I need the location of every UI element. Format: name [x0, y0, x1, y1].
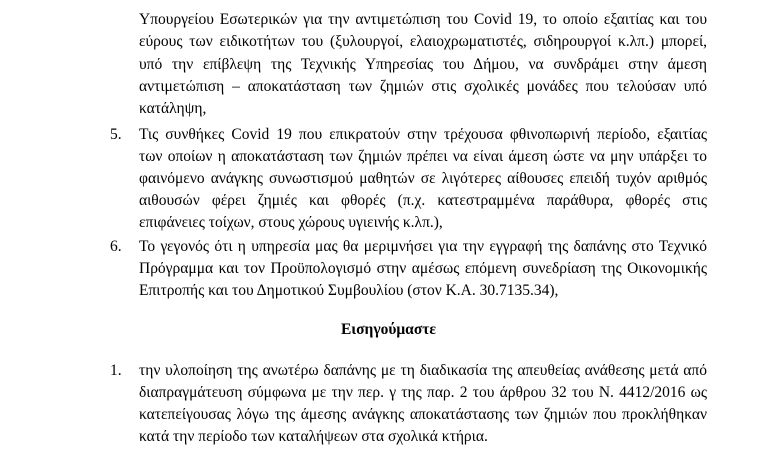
proposal1-line-4: κατά την περίοδο των καταλήψεων στα σχολικά κτήρια. — [139, 428, 488, 445]
list-number-6: 6. — [110, 238, 122, 255]
continued-line-2: εύρους των ειδικοτήτων του (ξυλουργοί, ελαιοχρωματιστές, σιδηρουργοί κ.λπ.) μπορεί, — [139, 33, 707, 50]
continued-line-5: κατάληψη, — [139, 100, 207, 117]
continued-line-3: υπό την επίβλεψη της Τεχνικής Υπηρεσίας του Δήμου, να συνδράμει στην άμεση — [139, 56, 707, 73]
item5-line-4: αιθουσών φέρει ζημιές και φθορές (π.χ. κατεστραμμένα παράθυρα, φθορές στις — [139, 192, 707, 209]
item5-line-1: Τις συνθήκες Covid 19 που επικρατούν στην τρέχουσα φθινοπωρινή περίοδο, εξαιτίας — [139, 126, 707, 143]
continued-line-4: αντιμετώπιση – αποκατάσταση των ζημιών στις σχολικές μονάδες που τελούσαν υπό — [139, 78, 707, 95]
proposal1-line-2: διαπραγμάτευση σύμφωνα με την περ. γ της παρ. 2 του άρθρου 32 του Ν. 4412/2016 ως — [139, 384, 707, 401]
item5-line-2: των οποίων η αποκατάσταση των ζημιών πρέπει να είναι άμεση ώστε να μην υπάρξει το — [139, 148, 707, 165]
list-number-5: 5. — [110, 126, 122, 143]
continued-line-1: Υπουργείου Εσωτερικών για την αντιμετώπιση του Covid 19, το οποίο εξαιτίας και του — [139, 11, 707, 28]
item5-line-3: φαινόμενο ανάγκης συνωστισμού μαθητών σε λιγότερες αίθουσες επειδή τυχόν αριθμός — [139, 170, 707, 187]
section-heading: Εισηγούμαστε — [340, 321, 437, 338]
item6-line-3: Επιτροπής και του Δημοτικού Συμβουλίου (στον Κ.Α. 30.7135.34), — [139, 282, 559, 299]
item5-line-5: επιφάνειες τοίχων, στους χώρους υγιεινής κ.λπ.), — [139, 214, 443, 231]
proposal-number-1: 1. — [110, 362, 122, 379]
item6-line-2: Πρόγραμμα και τον Προϋπολογισμό στην αμέσως επόμενη συνεδρίαση της Οικονομικής — [139, 260, 707, 277]
proposal1-line-3: κατεπείγουσας λόγω της άμεσης ανάγκης αποκατάστασης των ζημιών που προκλήθηκαν — [139, 406, 707, 423]
proposal1-line-1: την υλοποίηση της ανωτέρω δαπάνης με τη διαδικασία της απευθείας ανάθεσης μετά από — [139, 362, 707, 379]
item6-line-1: Το γεγονός ότι η υπηρεσία μας θα μεριμνήσει για την εγγραφή της δαπάνης στο Τεχνικό — [139, 238, 707, 255]
